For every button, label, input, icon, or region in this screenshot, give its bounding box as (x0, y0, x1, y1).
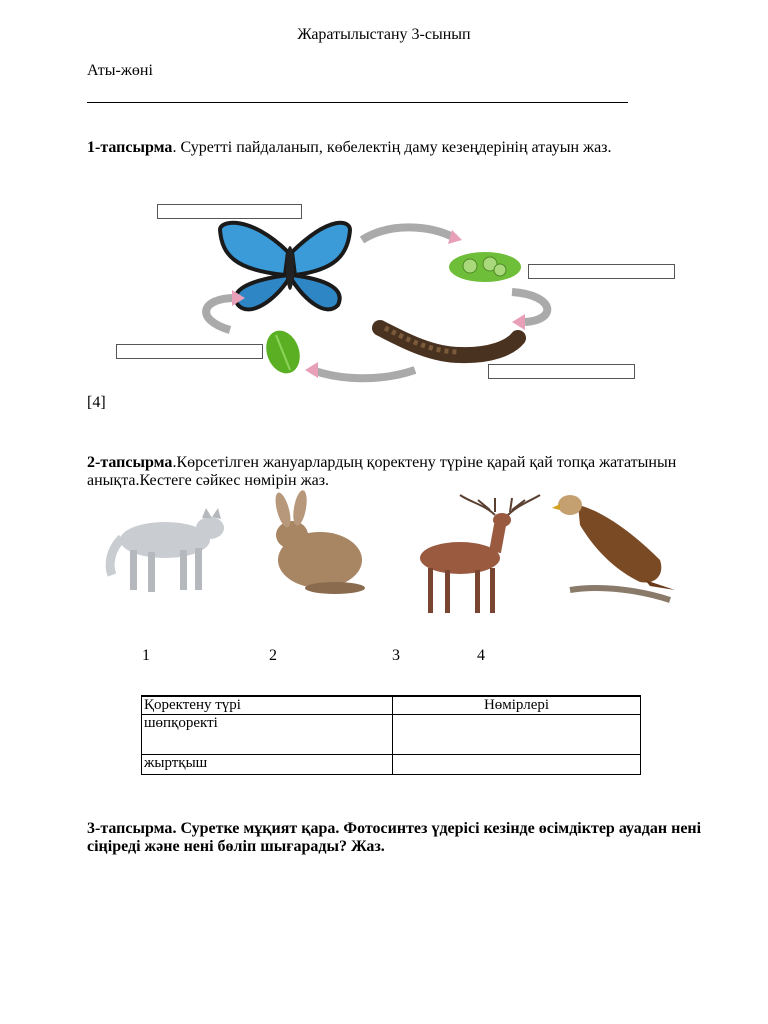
table-header-row (142, 696, 641, 715)
stage-answer-box-2[interactable] (528, 264, 675, 279)
stage-answer-box-4[interactable] (116, 344, 263, 359)
table-header-numbers: Нөмірлері (393, 696, 641, 715)
task1-text: . Суретті пайдаланып, көбелектің даму кезеңдерінің атауын жаз. (172, 139, 612, 156)
task1-label: 1-тапсырма (87, 139, 173, 156)
feeding-type-table (141, 695, 641, 775)
task3-label: 3-тапсырма (87, 820, 173, 837)
animal-images (100, 490, 690, 615)
table-cell-predator: жыртқыш (142, 755, 393, 775)
pupa-image (260, 326, 305, 378)
animal-number-4: 4 (477, 647, 485, 664)
table-row (142, 755, 641, 775)
table-cell-herbivore: шөпқоректі (142, 715, 393, 755)
animal-number-1: 1 (142, 647, 150, 664)
task1-score: [4] (87, 394, 106, 411)
caterpillar-image (380, 328, 518, 355)
stage-answer-box-1[interactable] (157, 204, 302, 219)
page-title: Жаратылыстану 3-сынып (297, 26, 471, 43)
eggs-on-leaf-image (449, 252, 521, 282)
table-cell-herbivore-answer[interactable] (393, 715, 641, 755)
task2-label: 2-тапсырма (87, 454, 173, 471)
stage-answer-box-3[interactable] (488, 364, 635, 379)
task3-prompt (87, 820, 727, 856)
animal-number-3: 3 (392, 647, 400, 664)
name-label: Аты-жөні (87, 62, 153, 79)
rabbit-image (273, 490, 365, 594)
name-input-line[interactable] (87, 102, 628, 103)
task3-text: . Суретке мұқият қара. Фотосинтез үдерісі кезінде өсімдіктер ауадан нені сіңіреді және нені бөліп шығарады? Жаз. (87, 820, 702, 855)
eagle-image (552, 495, 675, 600)
table-row (142, 715, 641, 755)
task2-prompt (87, 454, 687, 490)
table-cell-predator-answer[interactable] (393, 755, 641, 775)
table-header-feeding-type: Қоректену түрі (142, 696, 393, 715)
animal-number-2: 2 (269, 647, 277, 664)
deer-image (420, 495, 540, 613)
task2-text: .Көрсетілген жануарлардың қоректену түріне қарай қай топқа жататынын анықта.Кестеге сәйкес нөмірін жаз. (87, 454, 677, 489)
wolf-image (110, 508, 224, 592)
task1-prompt (87, 139, 707, 157)
